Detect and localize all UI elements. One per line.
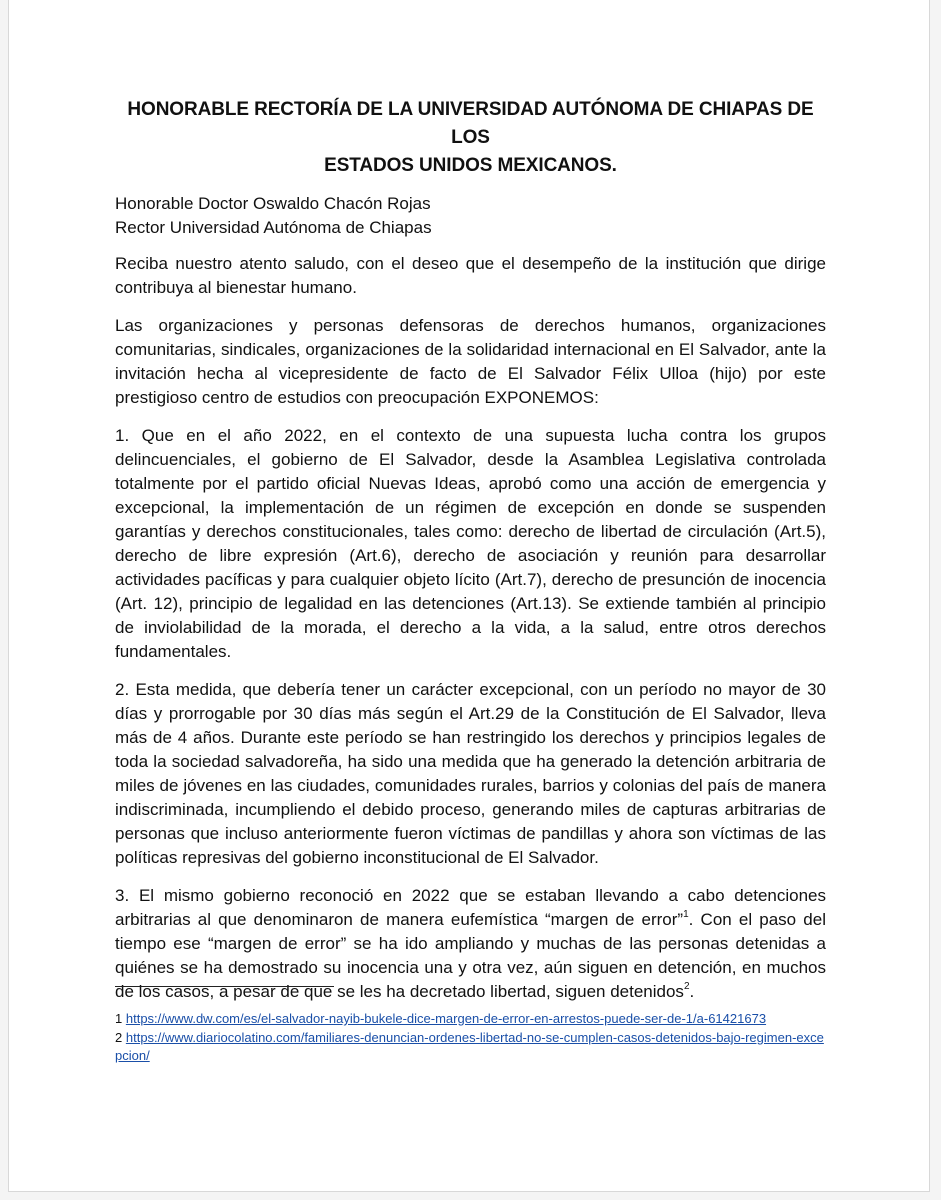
footnote-number: 2 [115, 1030, 123, 1045]
footnote-1-link[interactable]: https://www.dw.com/es/el-salvador-nayib-bukele-dice-margen-de-error-en-arrestos-puede-ser-de-1/a-61421673 [125, 1011, 767, 1026]
addressee-name: Honorable Doctor Oswaldo Chacón Rojas [115, 194, 431, 213]
point-1-paragraph: 1. Que en el año 2022, en el contexto de una supuesta lucha contra los grupos delincuenciales, el gobierno de El Salvador, desde la Asamblea Legislativa controlada totalmente por el partido oficial Nuevas Ideas, aprobó como una acción de emergencia y excepcional, la implementación de un régimen de excepción en donde se suspenden garantías y derechos constitucionales, tales como: derecho de libertad de circulación (Art.5), derecho de libre expresión (Art.6), derecho de asociación y reunión para desarrollar actividades pacíficas y para cualquier objeto lícito (Art.7), derecho de presunción de inocencia (Art. 12), principio de legalidad en las detenciones (Art.13). Se extiende también al principio de inviolabilidad de la morada, el derecho a la vida, a la salud, entre otros derechos fundamentales. [115, 426, 826, 661]
footnote-2-link[interactable]: https://www.diariocolatino.com/familiares-denuncian-ordenes-libertad-no-se-cumplen-casos-detenidos-bajo-regimen-excepcion/ [115, 1030, 824, 1063]
greeting-paragraph: Reciba nuestro atento saludo, con el deseo que el desempeño de la institución que dirige contribuya al bienestar humano. [115, 254, 826, 297]
point-3-text-c: . [689, 982, 695, 1001]
footnotes-section [115, 1010, 826, 1066]
letter-title [115, 96, 826, 180]
point-3-text-b: . Con el paso del tiempo ese “margen de error” se ha ido ampliando y muchas de las personas detenidas a quiénes se ha demostrado su inocencia una y otra vez, aún siguen en detención, en muchos de los casos, a pesar de que se les ha decretado libertad, siguen detenidos [115, 910, 826, 1001]
title-line-2: ESTADOS UNIDOS MEXICANOS. [324, 155, 617, 176]
footnote-number: 1 [115, 1011, 123, 1026]
footnote-divider [115, 986, 334, 987]
addressee-block [115, 192, 826, 240]
letter-body [115, 96, 826, 1018]
footnote-ref-1[interactable]: 1 [683, 909, 689, 921]
point-3-text-a: 3. El mismo gobierno reconoció en 2022 que se estaban llevando a cabo detenciones arbitrarias al que denominaron de manera eufemística “margen de error” [115, 886, 826, 929]
footnote-1 [115, 1010, 826, 1028]
intro-paragraph: Las organizaciones y personas defensoras de derechos humanos, organizaciones comunitarias, sindicales, organizaciones de la solidaridad internacional en El Salvador, ante la invitación hecha al vicepresidente de facto de El Salvador Félix Ulloa (hijo) por este prestigioso centro de estudios con preocupación EXPONEMOS: [115, 316, 826, 407]
addressee-role: Rector Universidad Autónoma de Chiapas [115, 218, 432, 237]
footnote-ref-2[interactable]: 2 [683, 981, 690, 993]
footnote-2 [115, 1029, 826, 1065]
point-2-paragraph: 2. Esta medida, que debería tener un carácter excepcional, con un período no mayor de 30 días y prorrogable por 30 días más según el Art.29 de la Constitución de El Salvador, lleva más de 4 años. Durante este período se han restringido los derechos y principios legales de toda la sociedad salvadoreña, ha sido una medida que ha generado la detención arbitraria de miles de jóvenes en las ciudades, comunidades rurales, barrios y colonias del país de manera indiscriminada, incumpliendo el debido proceso, generando miles de capturas arbitrarias de personas que incluso anteriormente fueron víctimas de pandillas y ahora son víctimas de las políticas represivas del gobierno inconstitucional de El Salvador. [115, 680, 826, 867]
title-line-1: HONORABLE RECTORÍA DE LA UNIVERSIDAD AUTÓNOMA DE CHIAPAS DE LOS [127, 99, 814, 148]
